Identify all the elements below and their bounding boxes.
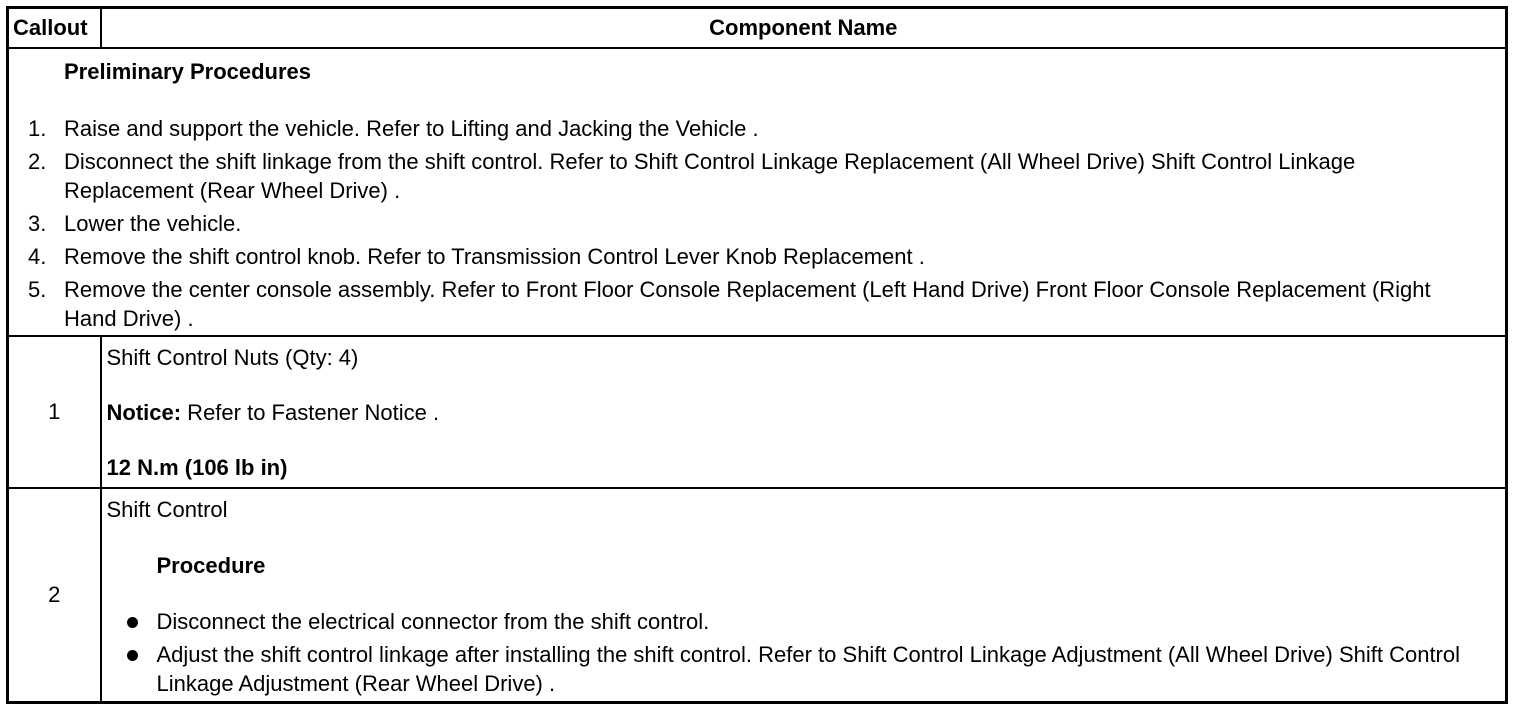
bullet-item bbox=[102, 640, 1517, 698]
component-name-header: Component Name bbox=[101, 8, 1507, 49]
component-name: Shift Control bbox=[106, 497, 228, 522]
notice-label: Notice: bbox=[106, 400, 182, 425]
step-text: Remove the center console assembly. Refer to Front Floor Console Replacement (Left Hand Drive) Front Floor Console Replacement (Right Hand Drive) . bbox=[64, 277, 1431, 331]
callout-number: 1 bbox=[8, 336, 101, 488]
step-number: 1. bbox=[28, 116, 47, 141]
preliminary-title: Preliminary Procedures bbox=[64, 59, 312, 84]
step-item bbox=[9, 114, 1444, 143]
procedure-bullets bbox=[102, 607, 1517, 702]
preliminary-cell bbox=[8, 48, 1507, 336]
bullet-item bbox=[102, 607, 1517, 636]
step-number: 4. bbox=[28, 244, 47, 269]
step-text: Raise and support the vehicle. Refer to Lifting and Jacking the Vehicle . bbox=[64, 116, 759, 141]
component-cell bbox=[101, 336, 1507, 488]
step-item bbox=[9, 209, 1444, 238]
bullet-icon bbox=[127, 617, 138, 628]
table-row bbox=[8, 488, 1507, 703]
preliminary-steps bbox=[9, 114, 1444, 337]
callout-table bbox=[6, 6, 1508, 704]
bullet-text: Adjust the shift control linkage after installing the shift control. Refer to Shift Control Linkage Adjustment (All Wheel Drive) Shift Control Linkage Adjustment (Rear Wheel Drive) . bbox=[156, 642, 1460, 696]
step-item bbox=[9, 242, 1444, 271]
component-content bbox=[102, 337, 1506, 487]
table-row bbox=[8, 336, 1507, 488]
component-cell bbox=[101, 488, 1507, 703]
step-number: 3. bbox=[28, 211, 47, 236]
step-text: Lower the vehicle. bbox=[64, 211, 242, 236]
step-item bbox=[9, 275, 1444, 333]
step-text: Remove the shift control knob. Refer to Transmission Control Lever Knob Replacement . bbox=[64, 244, 925, 269]
step-number: 5. bbox=[28, 277, 47, 302]
component-name: Shift Control Nuts (Qty: 4) bbox=[106, 345, 359, 370]
step-item bbox=[9, 147, 1444, 205]
preliminary-row bbox=[8, 48, 1507, 336]
callout-header: Callout bbox=[8, 8, 101, 49]
step-text: Disconnect the shift linkage from the shift control. Refer to Shift Control Linkage Replacement (All Wheel Drive) Shift Control Linkage Replacement (Rear Wheel Drive) . bbox=[64, 149, 1356, 203]
notice-text: Refer to Fastener Notice . bbox=[181, 400, 440, 425]
notice-line bbox=[107, 400, 440, 426]
header-row bbox=[8, 8, 1507, 49]
step-number: 2. bbox=[28, 149, 47, 174]
torque-spec: 12 N.m (106 lb in) bbox=[106, 455, 288, 480]
callout-number: 2 bbox=[8, 488, 101, 703]
component-content bbox=[102, 489, 1506, 701]
bullet-text: Disconnect the electrical connector from the shift control. bbox=[156, 609, 710, 634]
bullet-icon bbox=[127, 650, 138, 661]
procedure-title: Procedure bbox=[156, 553, 266, 578]
